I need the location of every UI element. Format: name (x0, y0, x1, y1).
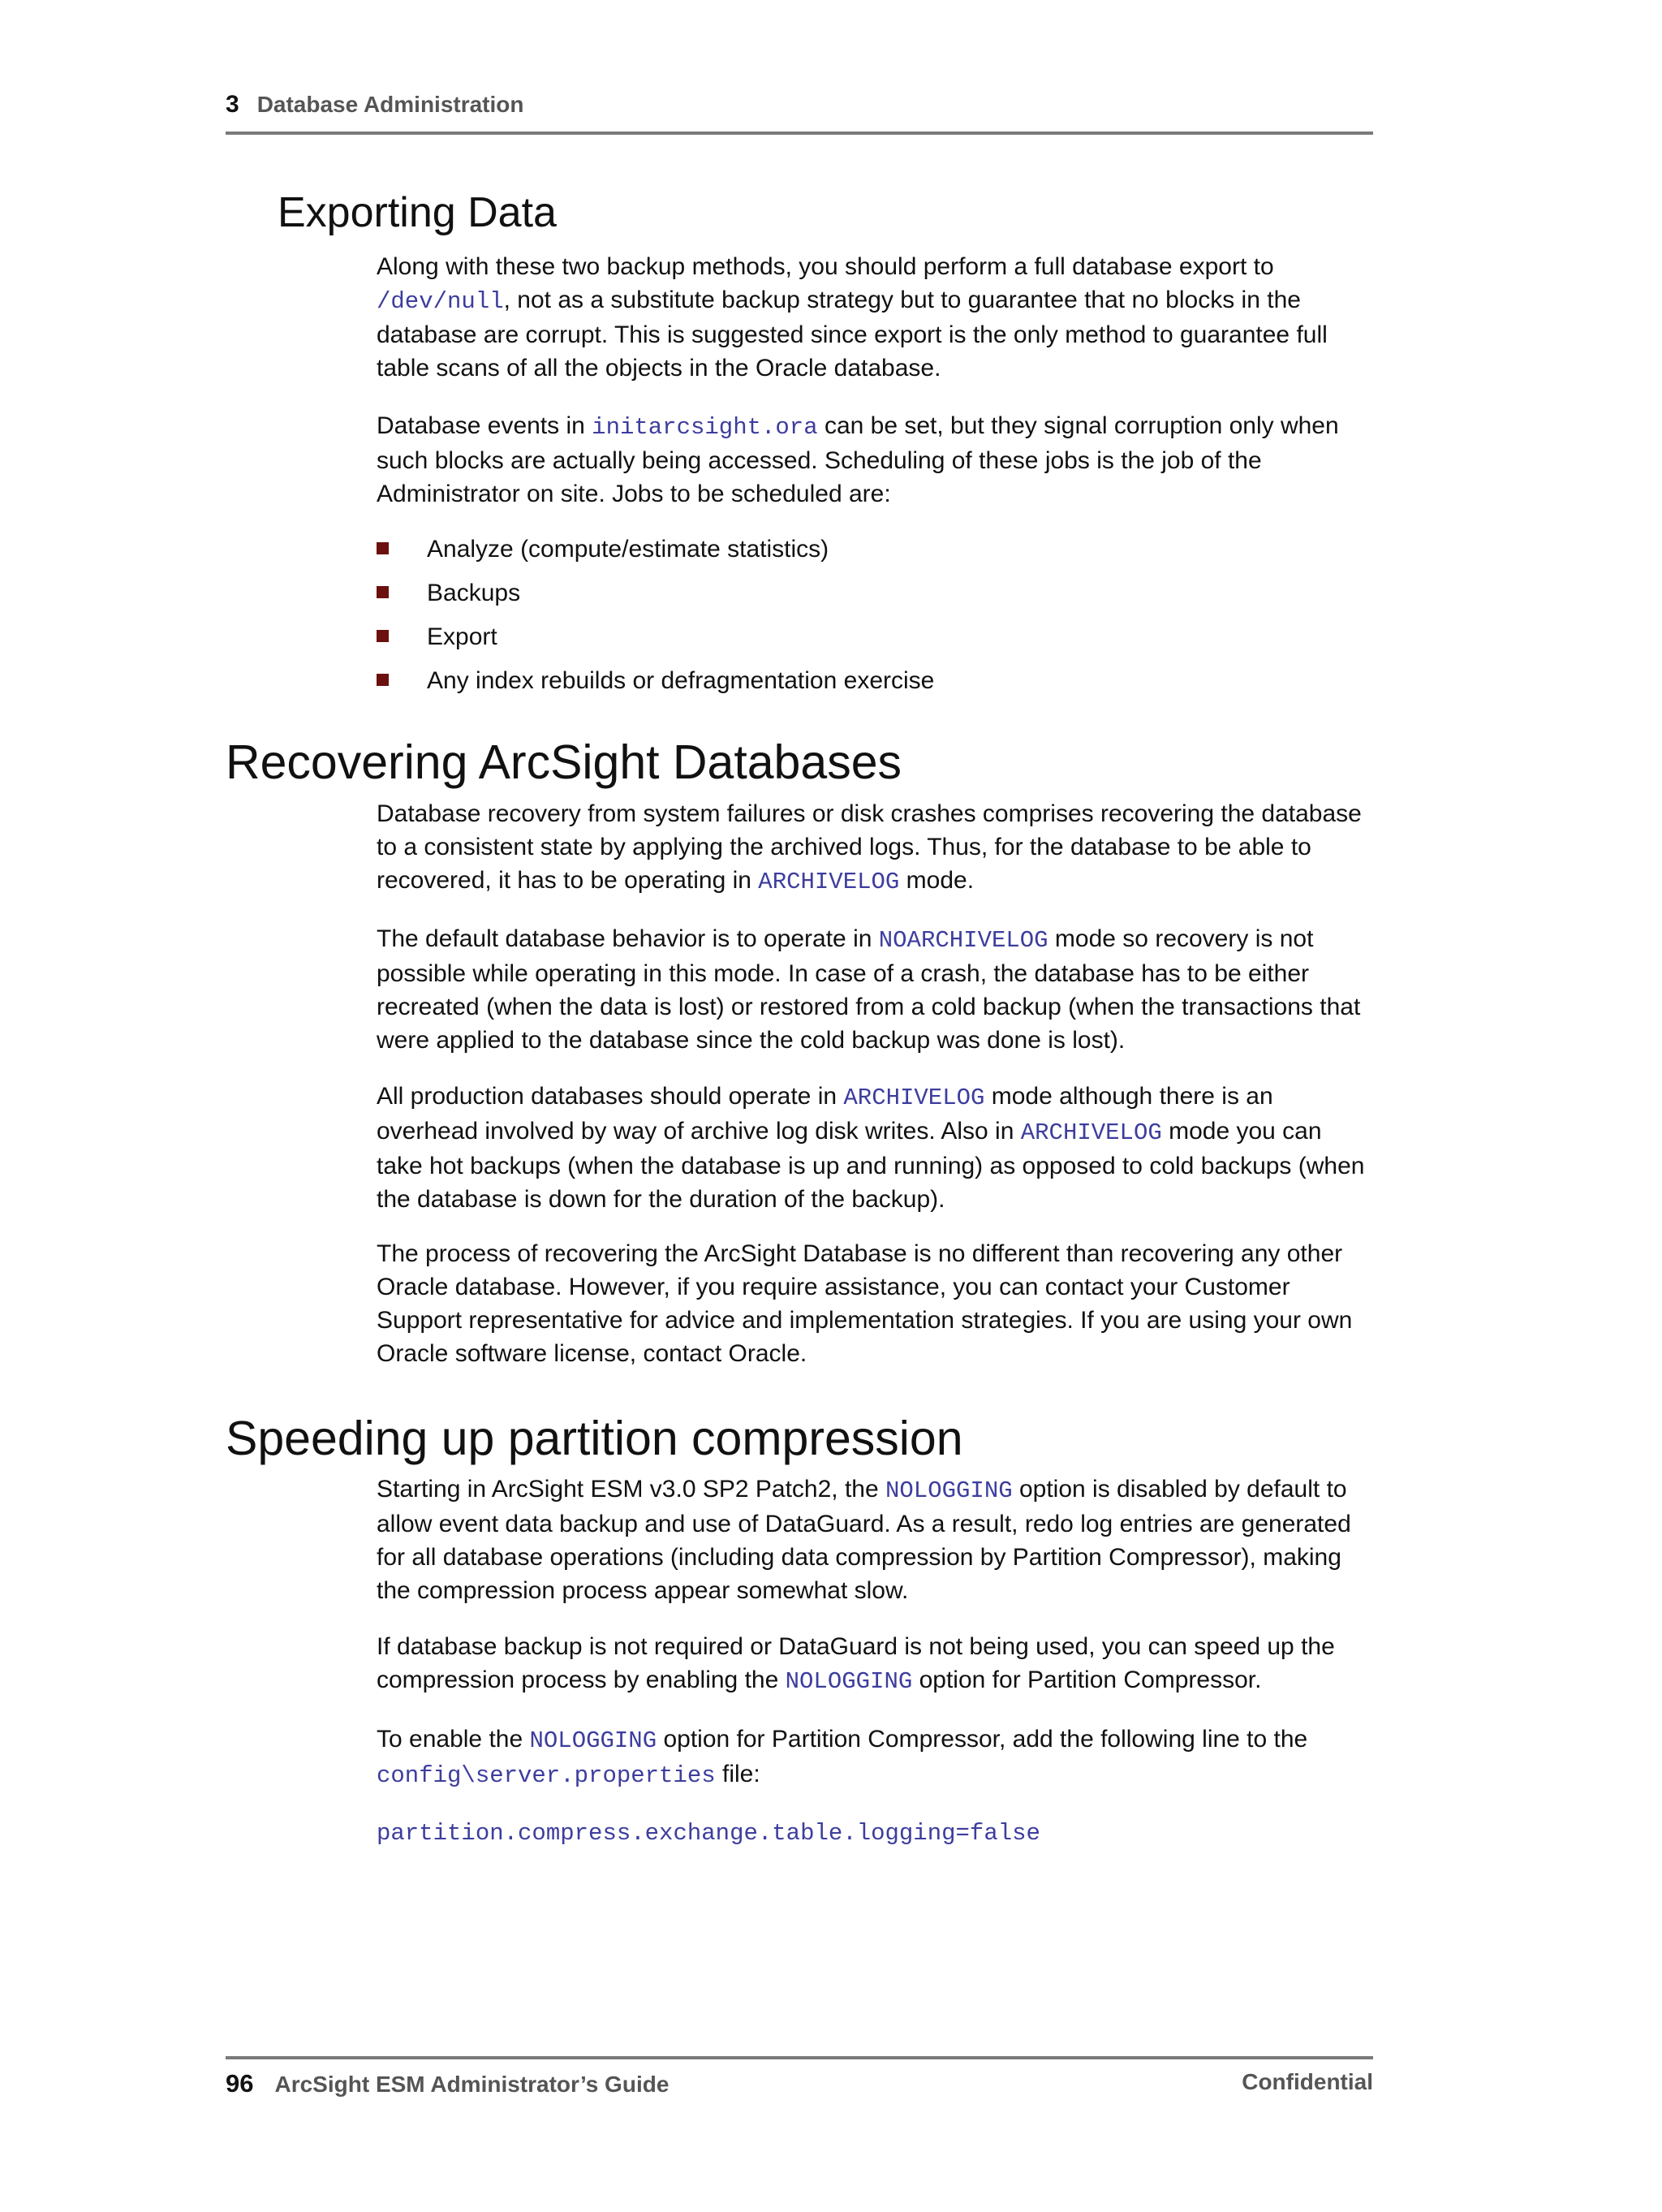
code-archivelog: ARCHIVELOG (1020, 1119, 1162, 1146)
code-nologging: NOLOGGING (785, 1668, 913, 1695)
code-config-path: config\server.properties (377, 1762, 716, 1789)
running-footer (226, 2056, 1373, 2098)
page-number: 96 (226, 2069, 254, 2098)
code-noarchivelog: NOARCHIVELOG (878, 927, 1048, 954)
code-property-line: partition.compress.exchange.table.logging=false (377, 1820, 1040, 1847)
chapter-title: Database Administration (256, 92, 524, 117)
code-archivelog: ARCHIVELOG (758, 869, 900, 895)
confidential-label: Confidential (1242, 2069, 1373, 2094)
list-item: Backups (377, 576, 1373, 620)
speed-paragraph-3: To enable the NOLOGGING option for Partition Compressor, add the following line to the config\server.properties file: (377, 1726, 1308, 1789)
export-paragraph-2: Database events in initarcsight.ora can be set, but they signal corruption only when such blocks are actually being accessed. Scheduling of these jobs is the job of the Administrator on site. Jobs to be scheduled are: (377, 412, 1339, 507)
speed-paragraph-2: If database backup is not required or DataGuard is not being used, you can speed up the compression process by enabling the NOLOGGING option for Partition Compressor. (377, 1633, 1335, 1695)
recover-paragraph-4: The process of recovering the ArcSight Database is no different than recovering any other Oracle database. However, if you require assistance, you can contact your Customer Support representative for advice and implementation strategies. If you are using your own Oracle software license, contact Oracle. (377, 1240, 1353, 1367)
config-code-line (377, 1815, 1373, 1850)
bullet-square-icon (377, 542, 389, 554)
code-nologging: NOLOGGING (885, 1477, 1013, 1504)
list-item: Analyze (compute/estimate statistics) (377, 533, 1373, 576)
running-header (226, 91, 1373, 135)
heading-exporting-data: Exporting Data (278, 189, 557, 236)
bullet-square-icon (377, 586, 389, 598)
recover-paragraph-2: The default database behavior is to operate in NOARCHIVELOG mode so recovery is not possible while operating in this mode. In case of a crash, the database has to be either recreated (when the data is lost) or restored from a cold backup (when the transactions that were applied to the database since the cold backup was done is lost). (377, 925, 1361, 1054)
list-item: Any index rebuilds or defragmentation exercise (377, 664, 1373, 708)
book-title: ArcSight ESM Administrator’s Guide (274, 2072, 670, 2097)
chapter-number: 3 (226, 91, 239, 118)
export-paragraph-1: Along with these two backup methods, you should perform a full database export to /dev/null, not as a substitute backup strategy but to guarantee that no blocks in the database are corrupt. This is suggested since export is the only method to guarantee full table scans of all the objects in the Oracle database. (377, 253, 1328, 382)
code-archivelog: ARCHIVELOG (843, 1084, 985, 1111)
bullet-square-icon (377, 674, 389, 686)
code-initarcsight-ora: initarcsight.ora (592, 414, 818, 441)
recover-paragraph-1: Database recovery from system failures or disk crashes comprises recovering the database to a consistent state by applying the archived logs. Thus, for the database to be able to recovered, it has to be operating in ARCHIVELOG mode. (377, 800, 1362, 895)
jobs-bullet-list (377, 533, 1373, 708)
bullet-square-icon (377, 630, 389, 642)
code-dev-null: /dev/null (377, 288, 504, 315)
heading-recovering-databases: Recovering ArcSight Databases (226, 735, 902, 789)
speed-paragraph-1: Starting in ArcSight ESM v3.0 SP2 Patch2, the NOLOGGING option is disabled by default to allow event data backup and use of DataGuard. As a result, redo log entries are generated for all database operations (including data compression by Partition Compressor), making the compression process appear somewhat slow. (377, 1476, 1351, 1604)
heading-speeding-compression: Speeding up partition compression (226, 1412, 963, 1465)
list-item: Export (377, 620, 1373, 664)
recover-paragraph-3: All production databases should operate in ARCHIVELOG mode although there is an overhead involved by way of archive log disk writes. Also in ARCHIVELOG mode you can take hot backups (when the database is up and running) as opposed to cold backups (when the database is down for the duration of the backup). (377, 1083, 1365, 1213)
code-nologging: NOLOGGING (529, 1727, 657, 1754)
